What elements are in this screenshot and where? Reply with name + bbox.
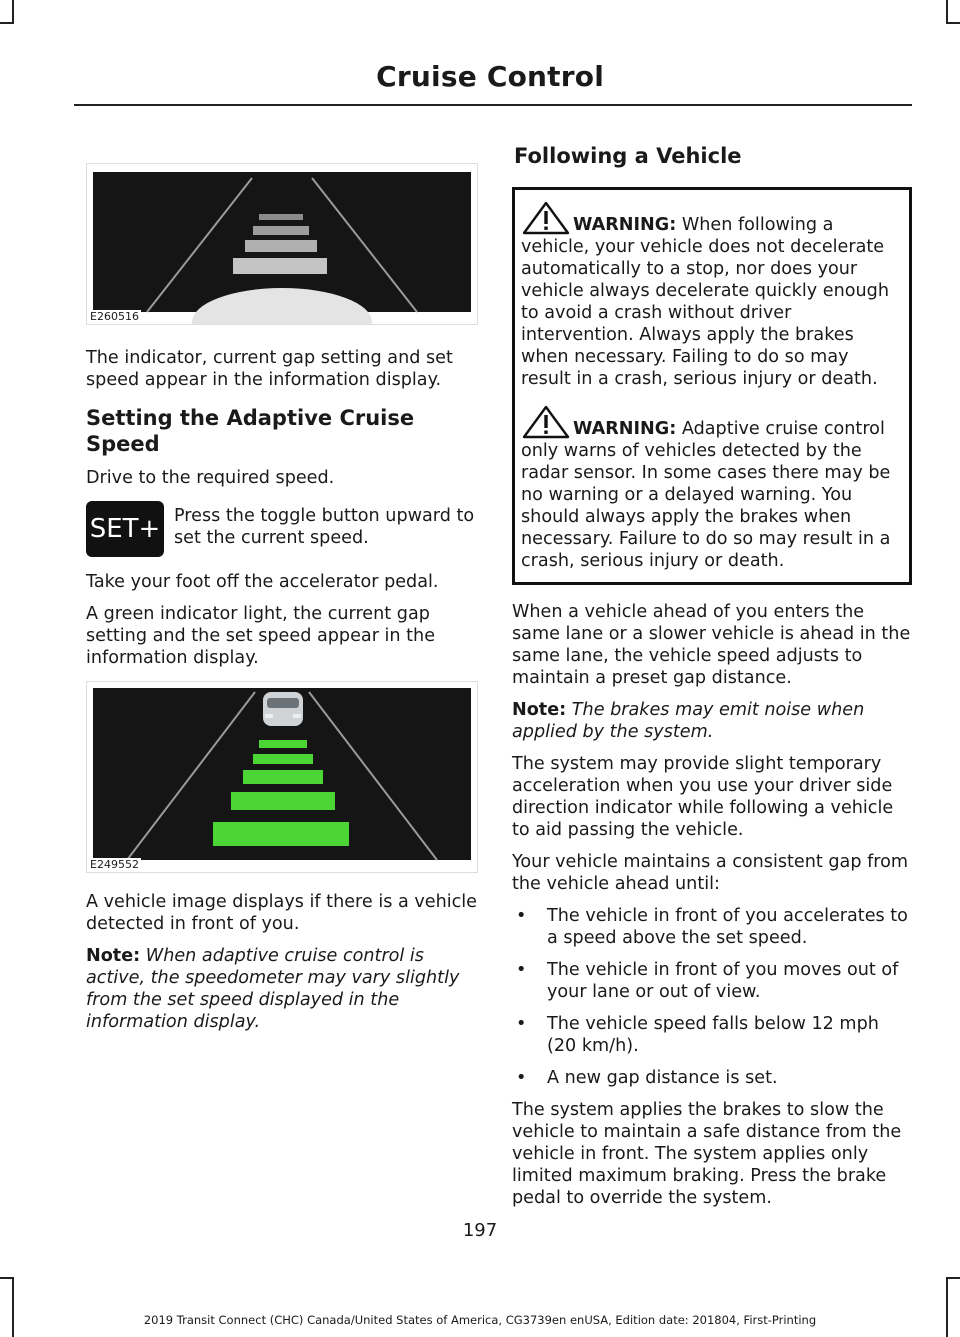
header-rule <box>74 104 912 106</box>
crop-mark <box>0 1277 14 1279</box>
paragraph: The system may provide slight temporary acceleration when you use your driver side direction indicator while following a vehicle to aid passing the vehicle. <box>512 754 894 840</box>
paragraph: The indicator, current gap setting and set speed appear in the information display. <box>86 348 453 390</box>
note-label: Note: <box>86 946 141 966</box>
paragraph: A green indicator light, the current gap setting and the set speed appear in the information display. <box>86 604 436 668</box>
warning-body: When following a vehicle, your vehicle does not decelerate automatically to a stop, nor does your vehicle always decelerate quickly enough to avoid a crash without driver intervention. Always apply the brakes when necessary. Failing to do so may result in a crash, serious injury or death. <box>521 215 889 389</box>
warning-triangle-icon <box>521 404 571 440</box>
note-text: The brakes may emit noise when applied by the system. <box>512 700 865 742</box>
page-footer: 2019 Transit Connect (CHC) Canada/United States of America, CG3739en enUSA, Edition date: 201804, First-Printing <box>143 1313 817 1327</box>
following-vehicle-figure <box>86 681 478 873</box>
list-item: • A new gap distance is set. <box>512 1067 912 1089</box>
warning-label: WARNING: <box>573 215 677 235</box>
paragraph: When a vehicle ahead of you enters the same lane or a slower vehicle is ahead in the same lane, the vehicle speed adjusts to maintain a preset gap distance. <box>512 602 911 688</box>
warning-text-2 <box>521 404 903 572</box>
crop-mark <box>946 1277 960 1279</box>
paragraph: Take your foot off the accelerator pedal. <box>86 572 439 592</box>
warning-2 <box>521 404 903 572</box>
list-item: • The vehicle in front of you moves out of your lane or out of view. <box>512 959 912 1003</box>
following-vehicle-illustration <box>87 682 477 872</box>
right-column <box>512 143 912 1209</box>
figure-code: E260516 <box>90 310 139 323</box>
note-paragraph <box>512 699 912 743</box>
page-header-title: Cruise Control <box>376 60 604 93</box>
crop-mark <box>12 0 14 24</box>
note-text: When adaptive cruise control is active, the speedometer may vary slightly from the set speed displayed in the information display. <box>86 946 460 1032</box>
list-item: • The vehicle speed falls below 12 mph (20 km/h). <box>512 1013 912 1057</box>
paragraph: A vehicle image displays if there is a vehicle detected in front of you. <box>86 892 477 934</box>
crop-mark <box>946 1277 948 1337</box>
crop-mark <box>12 1277 14 1337</box>
paragraph: The system applies the brakes to slow the vehicle to maintain a safe distance from the vehicle in front. The system applies only limited maximum braking. Press the brake pedal to override the system. <box>512 1100 902 1208</box>
paragraph: Drive to the required speed. <box>86 468 335 488</box>
figure-code: E249552 <box>90 858 139 871</box>
warning-1 <box>521 200 903 390</box>
page-number: 197 <box>462 1220 498 1241</box>
gap-display-illustration <box>87 164 477 324</box>
warning-body: Adaptive cruise control only warns of vehicles detected by the radar sensor. In some cases there may be no warning or a delayed warning. You should always apply the brakes when necessary. Failure to do so may result in a crash, serious injury or death. <box>521 419 891 571</box>
paragraph: Your vehicle maintains a consistent gap from the vehicle ahead until: <box>512 852 909 894</box>
paragraph: Press the toggle button upward to set the current speed. <box>174 506 475 548</box>
warning-triangle-icon <box>521 200 571 236</box>
warning-label: WARNING: <box>573 419 677 439</box>
crop-mark <box>946 0 948 24</box>
bullet-list <box>512 905 912 1089</box>
set-plus-button-icon: SET+ <box>86 501 164 557</box>
crop-mark <box>946 22 960 24</box>
list-item: • The vehicle in front of you accelerates to a speed above the set speed. <box>512 905 912 949</box>
warning-text-1 <box>521 200 903 390</box>
set-instruction <box>86 501 478 557</box>
section-heading: Setting the Adaptive Cruise Speed <box>86 406 415 456</box>
warning-box <box>512 187 912 585</box>
gap-display-figure <box>86 163 478 325</box>
crop-mark <box>0 22 14 24</box>
note-label: Note: <box>512 700 567 720</box>
left-column <box>86 163 478 1033</box>
section-heading: Following a Vehicle <box>514 144 742 168</box>
note-paragraph <box>86 945 478 1033</box>
